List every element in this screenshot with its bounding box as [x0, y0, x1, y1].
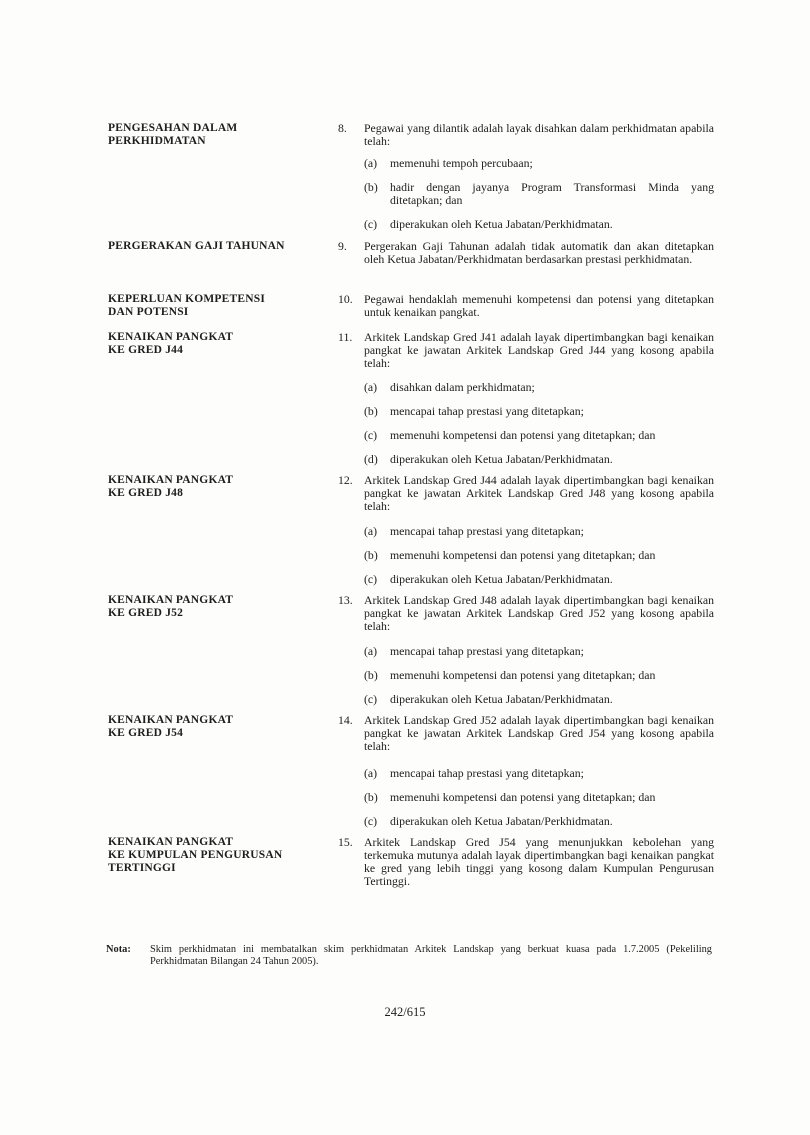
clause-text: Pegawai yang dilantik adalah layak disahkan dalam perkhidmatan apabila telah:: [364, 121, 714, 148]
clause-text: Pegawai hendaklah memenuhi kompetensi dan potensi yang ditetapkan untuk kenaikan pangkat.: [364, 292, 714, 319]
clause-number: 12.: [338, 473, 353, 487]
note-text: Skim perkhidmatan ini membatalkan skim perkhidmatan Arkitek Landskap yang berkuat kuasa pada 1.7.2005 (Pekeliling Perkhidmatan Bilangan 24 Tahun 2005).: [150, 944, 712, 967]
clause-number: 13.: [338, 593, 353, 607]
document-page: PENGESAHAN DALAM PERKHIDMATAN 8. Pegawai yang dilantik adalah layak disahkan dalam perkhidmatan apabila telah: (a) memenuhi tempoh percubaan; (b) hadir dengan jayanya Program Transformasi Minda yang ditetapkan; dan (c) diperakukan oleh Ketua Jabatan/Perkhidmatan. PERGERAKAN GAJI TAHUNAN 9. Pergerakan Gaji Tahunan adalah tidak automatik dan akan ditetapkan oleh Ketua Jabatan/Perkhidmatan berdasarkan prestasi perkhidmatan. KEPERLUAN KOMPETENSI DAN POTENSI 10. Pegawai hendaklah memenuhi kompetensi dan potensi yang ditetapkan untuk kenaikan pangkat. KENAIKAN PANGKAT KE GRED J44 11. Arkitek Landskap Gred J41 adalah layak dipertimbangkan bagi kenaikan pangkat ke jawatan Arkitek Landskap Gred J44 yang kosong apabila telah: (a) disahkan dalam perkhidmatan; (b) mencapai tahap prestasi yang ditetapkan; (c) memenuhi kompetensi dan potensi yang ditetapkan; dan (d) diperakukan oleh Ketua Jabatan/Perkhidmatan. KENAIKAN PANGKAT KE GRED J48 12. Arkitek Landskap Gred J44 adalah layak dipertimbangkan bagi kenaikan pangkat ke jawatan Arkitek Landskap Gred J48 yang kosong apabila telah: (a) mencapai tahap prestasi yang ditetapkan; (b) memenuhi kompetensi dan potensi yang ditetapkan; dan (c) diperakukan oleh Ketua Jabatan/Perkhidmatan. KENAIKAN PANGKAT KE GRED J52 13. Arkitek Landskap Gred J48 adalah layak dipertimbangkan bagi kenaikan pangkat ke jawatan Arkitek Landskap Gred J52 yang kosong apabila telah: (a) mencapai tahap prestasi yang ditetapkan; (b) memenuhi kompetensi dan potensi yang ditetapkan; dan (c) diperakukan oleh Ketua Jabatan/Perkhidmatan. KENAIKAN PANGKAT KE GRED J54 14. Arkitek Landskap Gred J52 adalah layak dipertimbangkan bagi kenaikan pangkat ke jawatan Arkitek Landskap Gred J54 yang kosong apabila telah: (a) mencapai tahap prestasi yang ditetapkan; (b) memenuhi kompetensi dan potensi yang ditetapkan; dan (c) diperakukan oleh Ketua Jabatan/Perkhidmatan. KENAIKAN PANGKAT KE KUMPULAN PENGURUSAN TERTINGGI 15. Arkitek Landskap Gred J54 yang menunjukkan kebolehan yang terkemuka mutunya adalah layak dipertimbangkan bagi kenaikan pangkat ke gred yang lebih tinggi yang kosong dalam Kumpulan Pengurusan Tertinggi. Nota: Skim perkhidmatan ini membatalkan skim perkhidmatan Arkitek Landskap yang berkuat kuasa pada 1.7.2005 (Pekeliling Perkhidmatan Bilangan 24 Tahun 2005). 242/615: [0, 0, 810, 1135]
clause-number: 11.: [338, 330, 353, 344]
section-heading: KENAIKAN PANGKAT KE GRED J54: [108, 714, 234, 739]
section-heading: KENAIKAN PANGKAT KE GRED J44: [108, 331, 234, 356]
clause-number: 10.: [338, 292, 353, 306]
note-label: Nota:: [106, 944, 131, 955]
section-heading: KEPERLUAN KOMPETENSI DAN POTENSI: [108, 293, 266, 318]
section-heading: KENAIKAN PANGKAT KE GRED J52: [108, 594, 234, 619]
clause-number: 8.: [338, 121, 347, 135]
section-heading: PERGERAKAN GAJI TAHUNAN: [108, 240, 285, 252]
clause-text: Arkitek Landskap Gred J44 adalah layak dipertimbangkan bagi kenaikan pangkat ke jawatan Arkitek Landskap Gred J48 yang kosong apabila telah:: [364, 473, 714, 513]
clause-text: Arkitek Landskap Gred J52 adalah layak dipertimbangkan bagi kenaikan pangkat ke jawatan Arkitek Landskap Gred J54 yang kosong apabila telah:: [364, 713, 714, 753]
clause-text: Arkitek Landskap Gred J48 adalah layak dipertimbangkan bagi kenaikan pangkat ke jawatan Arkitek Landskap Gred J52 yang kosong apabila telah:: [364, 593, 714, 633]
clause-number: 15.: [338, 835, 353, 849]
clause-text: Pergerakan Gaji Tahunan adalah tidak automatik dan akan ditetapkan oleh Ketua Jabatan/Perkhidmatan berdasarkan prestasi perkhidmatan.: [364, 239, 714, 266]
section-heading: PENGESAHAN DALAM PERKHIDMATAN: [108, 122, 238, 147]
clause-text: Arkitek Landskap Gred J54 yang menunjukkan kebolehan yang terkemuka mutunya adalah layak dipertimbangkan bagi kenaikan pangkat ke gred yang lebih tinggi yang kosong dalam Kumpulan Pengurusan Tertinggi.: [364, 835, 714, 888]
section-heading: KENAIKAN PANGKAT KE KUMPULAN PENGURUSAN TERTINGGI: [108, 836, 283, 874]
clause-number: 9.: [338, 239, 347, 253]
clause-text: Arkitek Landskap Gred J41 adalah layak dipertimbangkan bagi kenaikan pangkat ke jawatan Arkitek Landskap Gred J44 yang kosong apabila telah:: [364, 330, 714, 370]
clause-number: 14.: [338, 713, 353, 727]
section-heading: KENAIKAN PANGKAT KE GRED J48: [108, 474, 234, 499]
page-number: 242/615: [384, 1005, 426, 1019]
